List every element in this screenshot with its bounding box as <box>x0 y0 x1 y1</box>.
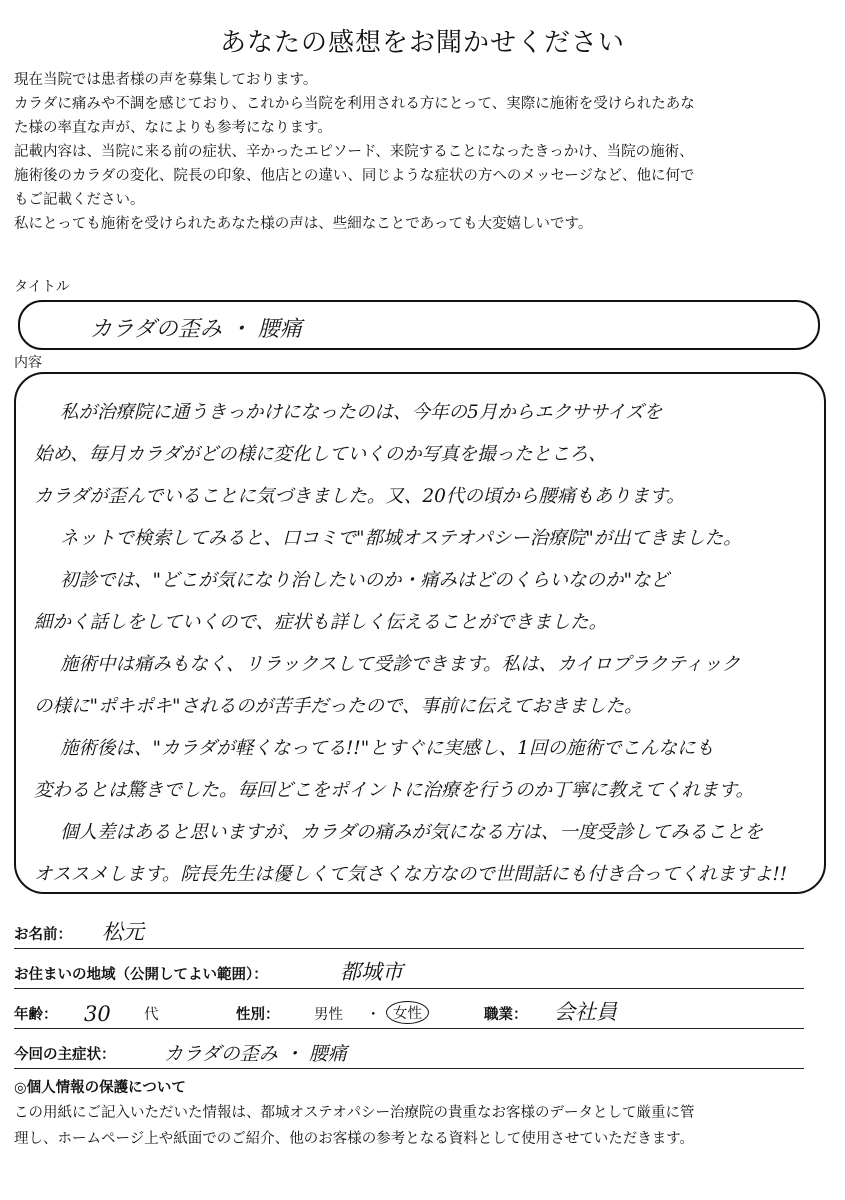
name-label: お名前： <box>14 927 72 943</box>
gender-female: 女性 <box>386 1001 429 1024</box>
title-label: タイトル <box>14 279 70 295</box>
content-label: 内容 <box>14 355 42 371</box>
age-label: 年齢： <box>14 1007 58 1023</box>
content-line: 初診では、"どこが気になり治したいのか・痛みはどのくらいなのか"など <box>60 570 670 591</box>
intro-text <box>14 68 834 236</box>
content-field <box>14 372 826 894</box>
intro-line: カラダに痛みや不調を感じており、これから当院を利用される方にとって、実際に施術を受けられたあな <box>14 96 695 112</box>
content-line: 始め、毎月カラダがどの様に変化していくのか写真を撮ったところ、 <box>34 444 607 465</box>
intro-line: た様の率直な声が、なによりも参考になります。 <box>14 120 332 136</box>
job-value: 会社員 <box>554 1000 617 1024</box>
symptom-value: カラダの歪み ・ 腰痛 <box>164 1043 347 1065</box>
gender-male: 男性 <box>314 1007 343 1023</box>
page-title: あなたの感想をお聞かせください <box>219 28 625 58</box>
area-value: 都城市 <box>340 960 403 984</box>
content-line: 施術中は痛みもなく、リラックスして受診できます。私は、カイロプラクティック <box>60 654 741 675</box>
content-line: 私が治療院に通うきっかけになったのは、今年の5月からエクササイズを <box>60 402 663 423</box>
privacy-line: この用紙にご記入いただいた情報は、都城オステオパシー治療院の貴重なお客様のデータとして厳重に管 <box>14 1105 695 1121</box>
content-line: カラダが歪んでいることに気づきました。又、20代の頃から腰痛もあります。 <box>34 486 685 507</box>
intro-line: もご記載ください。 <box>14 192 145 208</box>
intro-line: 私にとっても施術を受けられたあなた様の声は、些細なことであっても大変嬉しいです。 <box>14 216 593 232</box>
job-label: 職業： <box>484 1007 528 1023</box>
gender-label: 性別： <box>236 1007 280 1023</box>
name-value: 松元 <box>102 920 144 944</box>
title-field <box>18 300 820 350</box>
content-line: 施術後は、"カラダが軽くなってる!!"とすぐに実感し、1回の施術でこんなにも <box>60 738 714 759</box>
privacy-heading: ◎個人情報の保護について <box>14 1080 186 1096</box>
content-line: の様に"ポキポキ"されるのが苦手だったので、事前に伝えておきました。 <box>34 696 643 717</box>
age-suffix: 代 <box>144 1007 159 1023</box>
privacy-text <box>14 1100 834 1152</box>
content-line: 細かく話しをしていくので、症状も詳しく伝えることができました。 <box>34 612 608 633</box>
content-line: 変わるとは驚きでした。毎回どこをポイントに治療を行うのか丁寧に教えてくれます。 <box>34 780 755 801</box>
area-row <box>14 958 804 989</box>
intro-line: 記載内容は、当院に来る前の症状、辛かったエピソード、来院することになったきっかけ、当院の施術、 <box>14 144 694 160</box>
area-label: お住まいの地域（公開してよい範囲）： <box>14 967 268 983</box>
age-value: 30 <box>84 1002 111 1026</box>
intro-line: 現在当院では患者様の声を募集しております。 <box>14 72 318 88</box>
content-line: ネットで検索してみると、口コミで"都城オステオパシー治療院"が出てきました。 <box>60 528 742 549</box>
gender-female-circled <box>386 1001 429 1024</box>
symptom-row <box>14 1038 804 1069</box>
symptom-label: 今回の主症状： <box>14 1047 116 1063</box>
content-line: 個人差はあると思いますが、カラダの痛みが気になる方は、一度受診してみることを <box>60 822 763 843</box>
gender-separator: ・ <box>366 1007 381 1023</box>
title-value: カラダの歪み ・ 腰痛 <box>90 317 302 342</box>
name-row <box>14 918 804 949</box>
privacy-line: 理し、ホームページ上や紙面でのご紹介、他のお客様の参考となる資料として使用させていただきます。 <box>14 1131 695 1147</box>
profile-row <box>14 998 804 1029</box>
content-line: オススメします。院長先生は優しくて気さくな方なので世間話にも付き合ってくれますよ!! <box>34 864 788 885</box>
intro-line: 施術後のカラダの変化、院長の印象、他店との違い、同じような症状の方へのメッセージなど、他に何で <box>14 168 695 184</box>
